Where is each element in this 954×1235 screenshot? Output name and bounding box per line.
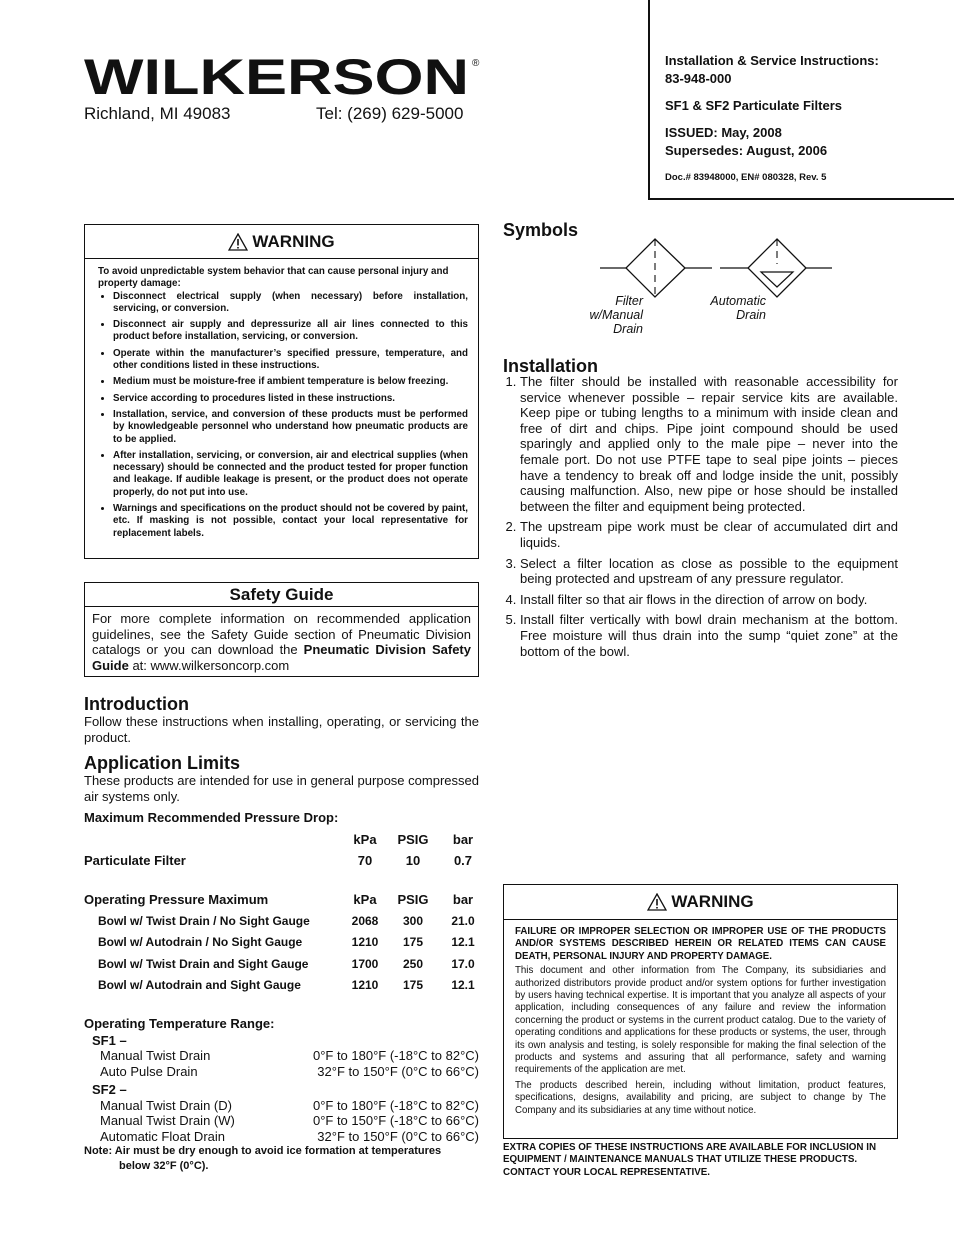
installation-step: 4. Install filter so that air flows in the direction of arrow on body. xyxy=(520,592,898,608)
temp-label: Manual Twist Drain (W) xyxy=(100,1113,235,1128)
caption-line: w/Manual xyxy=(589,308,643,322)
row-label: Bowl w/ Autodrain / No Sight Gauge xyxy=(98,935,303,949)
warning-triangle-icon xyxy=(647,893,667,911)
warning-title-text: WARNING xyxy=(252,232,335,251)
installation-steps xyxy=(503,374,898,664)
liability-warning-box xyxy=(503,884,898,1139)
installation-heading: Installation xyxy=(503,356,599,376)
warning-title-text: WARNING xyxy=(671,892,754,911)
cell-kpa: 1210 xyxy=(351,935,379,949)
warning-item: • Service according to procedures listed in these instructions. xyxy=(113,393,468,405)
cell-bar: 12.1 xyxy=(451,978,475,992)
doc-number: Doc.# 83948000, EN# 080328, Rev. 5 xyxy=(665,172,827,183)
unit-bar: bar xyxy=(452,892,474,907)
extra-copies-note: EXTRA COPIES OF THESE INSTRUCTIONS ARE AVAILABLE FOR INCLUSION IN EQUIPMENT / MAINTENANCE MANUALS THAT UTILIZE THESE PRODUCTS. CONTACT YOUR LOCAL REPRESENTATIVE. xyxy=(503,1142,877,1178)
warning-item: • After installation, servicing, or conversion, air and electrical supplies (when necessary) should be connected and the product tested for proper function and leakage. If audible leakage is present, or the product does not operate properly, do not put into use. xyxy=(113,450,468,499)
info-line1: Installation & Service Instructions: xyxy=(665,53,879,68)
symbol-caption-filter xyxy=(565,294,643,336)
liability-bold-statement: FAILURE OR IMPROPER SELECTION OR IMPROPER USE OF THE PRODUCTS AND/OR SYSTEMS DESCRIBED HEREIN OR RELATED ITEMS CAN CAUSE DEATH, PERSONAL INJURY AND PROPERTY DAMAGE. xyxy=(515,926,886,962)
cell-psig: 10 xyxy=(405,853,421,868)
temp-label: Automatic Float Drain xyxy=(100,1128,225,1144)
filter-manual-drain-symbol xyxy=(600,239,712,297)
temp-row xyxy=(100,1064,479,1080)
cell-bar: 21.0 xyxy=(451,914,475,928)
safety-text: For more complete information on recommended application guidelines, see the Safety Guide section of Pneumatic Division catalogs or you can download the xyxy=(92,611,471,657)
cell-kpa: 1210 xyxy=(351,978,379,992)
application-limits-text: These products are intended for use in general purpose compressed air systems only. xyxy=(84,773,479,804)
supersedes-date: Supersedes: August, 2006 xyxy=(665,143,828,158)
row-label: Bowl w/ Autodrain and Sight Gauge xyxy=(98,978,301,992)
temp-row xyxy=(100,1048,479,1064)
registered-mark: ® xyxy=(472,58,480,69)
brand-name: WILKERSON xyxy=(84,52,469,102)
warning-item: • Medium must be moisture-free if ambient temperature is below freezing. xyxy=(113,376,468,388)
caption-line: Drain xyxy=(736,308,766,322)
unit-kpa: kPa xyxy=(353,832,377,847)
temperature-note xyxy=(84,1144,479,1174)
temp-value: 0°F to 180°F (-18°C to 82°C) xyxy=(312,1048,479,1063)
logo-wordmark xyxy=(84,52,484,102)
warning-triangle-icon xyxy=(228,233,248,251)
installation-step: 1. The filter should be installed with reasonable accessibility for service whenever possible – repair service kits are available. Keep pipe or tubing lengths to a minimum with inside clean and free of dirt and chips. Pipe joint compound should be used sparingly and applied only to the male pipe – never into the female port. Do not use PTFE tape to seal pipe joints – pieces have a tendency to break off and lodge inside the unit, possibly causing malfunction. Also, new pipe or hose should be installed between the filter and equipment being protected. xyxy=(520,374,898,514)
temp-row xyxy=(100,1098,479,1114)
introduction-text: Follow these instructions when installing, operating, or servicing the product. xyxy=(84,714,479,745)
temp-label: Auto Pulse Drain xyxy=(100,1063,198,1079)
temperature-range xyxy=(84,1016,479,1174)
temp-value: 0°F to 150°F (-18°C to 66°C) xyxy=(312,1113,479,1128)
cell-bar: 0.7 xyxy=(453,853,473,868)
temp-value: 32°F to 150°F (0°C to 66°C) xyxy=(317,1128,479,1144)
pressure-drop-heading: Maximum Recommended Pressure Drop: xyxy=(84,810,339,825)
temp-label: Manual Twist Drain (D) xyxy=(100,1097,232,1113)
cell-psig: 175 xyxy=(402,935,424,949)
symbols-heading: Symbols xyxy=(503,220,579,240)
installation-step: 5. Install filter vertically with bowl drain mechanism at the bottom. Free moisture will thus drain into the sump “quiet zone” at the bottom of the bowl. xyxy=(520,612,898,659)
safety-url-text: at: www.wilkersoncorp.com xyxy=(128,657,290,673)
installation-step: 2. The upstream pipe work must be clear of accumulated dirt and liquids. xyxy=(520,519,898,550)
temp-value: 32°F to 150°F (0°C to 66°C) xyxy=(317,1063,479,1079)
warning-item: • Disconnect electrical supply (when necessary) before installation, servicing, or conversion. xyxy=(113,291,468,316)
cell-psig: 250 xyxy=(402,957,424,971)
installation-step: 3. Select a filter location as close as possible to the equipment being protected and upstream of any pressure regulator. xyxy=(520,556,898,587)
application-limits-heading: Application Limits xyxy=(84,753,241,773)
warning-title xyxy=(85,225,478,259)
wilkerson-logo xyxy=(84,52,484,102)
unit-psig: PSIG xyxy=(397,832,429,847)
operating-pressure-heading: Operating Pressure Maximum xyxy=(84,892,269,907)
cell-psig: 300 xyxy=(402,914,424,928)
symbol-caption-automatic xyxy=(690,294,766,322)
warning-item: • Disconnect air supply and depressurize all air lines connected to this product before installation, servicing, or conversion. xyxy=(113,319,468,344)
unit-kpa: kPa xyxy=(353,892,377,907)
safety-guide-box xyxy=(84,582,479,677)
warning-item: • Installation, service, and conversion of these products must be performed by knowledgeable personnel who understand how pneumatic products are to be applied. xyxy=(113,409,468,446)
row-label: Particulate Filter xyxy=(84,853,186,868)
row-label: Bowl w/ Twist Drain / No Sight Gauge xyxy=(98,914,310,928)
temp-row xyxy=(100,1113,479,1129)
warning-box xyxy=(84,224,479,559)
note-line1: Note: Air must be dry enough to avoid ice formation at temperatures xyxy=(84,1145,442,1157)
caption-line: Drain xyxy=(613,322,643,336)
company-phone: Tel: (269) 629-5000 xyxy=(316,104,464,123)
liability-paragraph: The products described herein, including without limitation, product features, specifications, designs, availability and pricing, are subject to change by The Company and its subsidiaries at any time without notice. xyxy=(515,1079,886,1116)
introduction-heading: Introduction xyxy=(84,694,189,714)
row-label: Bowl w/ Twist Drain and Sight Gauge xyxy=(98,957,309,971)
liability-paragraph: This document and other information from The Company, its subsidiaries and authorized distributors provide product and/or system options for further investigation by users having technical expertise. It is important that you analyze all aspects of your application, including consequences of any failure and review the information concerning the product or systems in the current product catalog. Due to the variety of operating conditions and applications for these products or systems, the user, through its own analysis and testing, is solely responsible for making the final selection of the products and systems and assuring that all performance, safety and warning requirements of the application are met. xyxy=(515,965,886,1076)
warning-intro: To avoid unpredictable system behavior that can cause personal injury and property damage: xyxy=(98,266,449,290)
sf1-label: SF1 – xyxy=(92,1032,127,1048)
safety-guide-title: Safety Guide xyxy=(85,583,478,607)
issued-date: ISSUED: May, 2008 xyxy=(665,125,782,140)
cell-kpa: 1700 xyxy=(351,957,379,971)
warning-item: • Warnings and specifications on the product should not be covered by paint, etc. If masking is not possible, contact your local representative for replacement labels. xyxy=(113,503,468,540)
temperature-heading: Operating Temperature Range: xyxy=(84,1016,275,1031)
caption-line: Filter xyxy=(615,294,643,308)
automatic-drain-symbol xyxy=(720,239,832,297)
company-address: Richland, MI 49083 xyxy=(84,104,231,123)
safety-guide-link-text: Pneumatic Division Safety Guide xyxy=(92,642,471,673)
temp-label: Manual Twist Drain xyxy=(100,1048,211,1063)
temp-value: 0°F to 180°F (-18°C to 82°C) xyxy=(312,1097,479,1113)
unit-bar: bar xyxy=(452,832,474,847)
cell-kpa: 70 xyxy=(357,853,373,868)
caption-line: Automatic xyxy=(710,294,766,308)
cell-kpa: 2068 xyxy=(351,914,379,928)
document-info-box xyxy=(648,0,954,200)
cell-psig: 175 xyxy=(402,978,424,992)
warning-item: • Operate within the manufacturer’s specified pressure, temperature, and other conditions listed in these instructions. xyxy=(113,348,468,373)
cell-bar: 12.1 xyxy=(451,935,475,949)
info-line2: 83-948-000 xyxy=(665,71,732,86)
warning-list xyxy=(85,291,478,540)
unit-psig: PSIG xyxy=(397,892,429,907)
note-line2: below 32°F (0°C). xyxy=(119,1160,209,1172)
temp-row xyxy=(100,1129,479,1145)
product-name: SF1 & SF2 Particulate Filters xyxy=(665,98,843,113)
sf2-label: SF2 – xyxy=(92,1082,127,1097)
cell-bar: 17.0 xyxy=(451,957,475,971)
warning-title xyxy=(504,885,897,920)
safety-guide-body xyxy=(92,611,471,673)
